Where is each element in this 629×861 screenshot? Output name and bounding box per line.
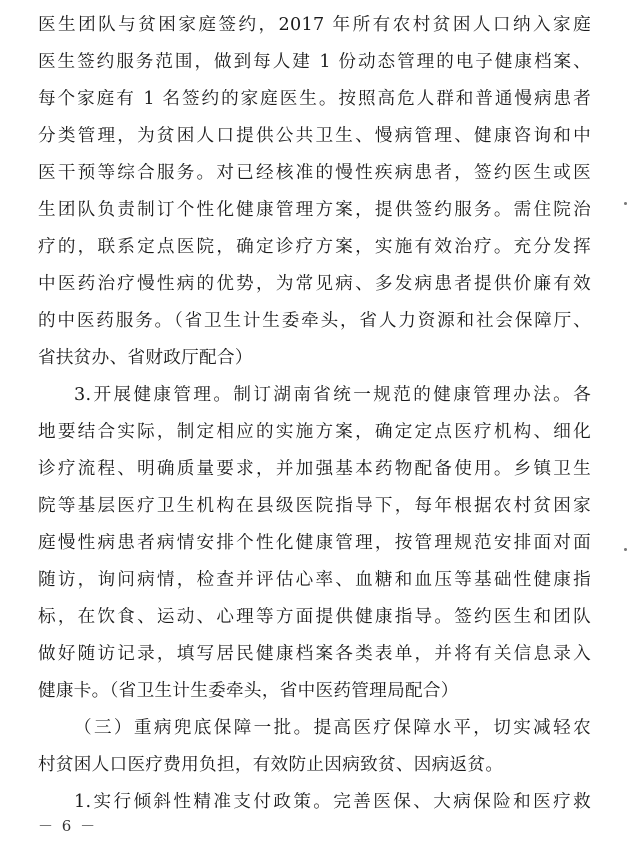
text-line: 地要结合实际，制定相应的实施方案，确定定点医疗机构、细化 <box>38 422 591 442</box>
text-line: 院等基层医疗卫生机构在县级医院指导下，每年根据农村贫困家 <box>38 496 591 516</box>
paragraph-heading-line: 3.开展健康管理。制订湖南省统一规范的健康管理办法。各 <box>74 385 591 405</box>
text-line: 医干预等综合服务。对已经核准的慢性疾病患者，签约医生或医 <box>38 163 591 183</box>
text-line: 医生签约服务范围，做到每人建 1 份动态管理的电子健康档案、 <box>38 52 591 72</box>
text-line: 1.实行倾斜性精准支付政策。完善医保、大病保险和医疗救 <box>74 792 591 812</box>
text-line: 庭慢性病患者病情安排个性化健康管理，按管理规范安排面对面 <box>38 533 591 553</box>
text-line: 诊疗流程、明确质量要求，并加强基本药物配备使用。乡镇卫生 <box>38 459 591 479</box>
scan-speck <box>624 548 627 551</box>
text-line: 中医药治疗慢性病的优势，为常见病、多发病患者提供价廉有效 <box>38 274 591 294</box>
scan-speck <box>624 202 627 205</box>
text-line: 疗的，联系定点医院，确定诊疗方案，实施有效治疗。充分发挥 <box>38 237 591 257</box>
text-line: 做好随访记录，填写居民健康档案各类表单，并将有关信息录入 <box>38 644 591 664</box>
text-line: 健康卡。（省卫生计生委牵头，省中医药管理局配合） <box>38 681 459 701</box>
text-line: 每个家庭有 1 名签约的家庭医生。按照高危人群和普通慢病患者 <box>38 89 591 109</box>
text-line: 随访，询问病情，检查并评估心率、血糖和血压等基础性健康指 <box>38 570 591 590</box>
text-line: 分类管理，为贫困人口提供公共卫生、慢病管理、健康咨询和中 <box>38 126 591 146</box>
text-line: 村贫困人口医疗费用负担，有效防止因病致贫、因病返贫。 <box>38 755 504 775</box>
text-line: 医生团队与贫困家庭签约，2017 年所有农村贫困人口纳入家庭 <box>38 15 591 35</box>
text-line: 生团队负责制订个性化健康管理方案，提供签约服务。需住院治 <box>38 200 591 220</box>
text-line: 的中医药服务。（省卫生计生委牵头，省人力资源和社会保障厅、 <box>38 311 591 331</box>
text-line: 标，在饮食、运动、心理等方面提供健康指导。签约医生和团队 <box>38 607 591 627</box>
page-number: － 6 － <box>38 817 98 835</box>
text-line: 省扶贫办、省财政厅配合） <box>38 348 253 368</box>
section-heading-line: （三）重病兜底保障一批。提高医疗保障水平，切实减轻农 <box>74 718 591 738</box>
